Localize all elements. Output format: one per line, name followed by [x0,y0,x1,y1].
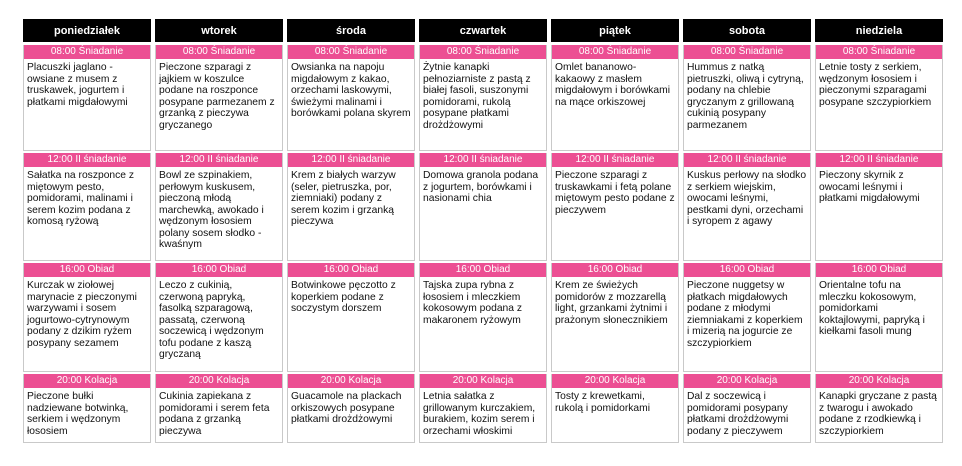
meal-time-label: 12:00 II śniadanie [288,153,414,167]
meal-description: Krem z białych warzyw (seler, pietruszka, por, ziemniaki) podany z serem kozim i grzanką pieczywa [291,170,396,227]
meal-time-label: 08:00 Śniadanie [420,45,546,59]
meal-description: Pieczone szparagi z truskawkami i fetą polane miętowym pesto podane z pieczywem [555,170,675,216]
meal-time-label: 08:00 Śniadanie [288,45,414,59]
meal-cell [287,263,415,372]
day-header: czwartek [419,19,547,42]
day-column-wtorek [155,19,283,445]
meal-cell [815,263,943,372]
meal-description: Kurczak w ziołowej marynacie z pieczonymi warzywami i sosem jogurtowo-cytrynowym podany z dzikim ryżem posypany sezamem [27,280,137,349]
day-column-niedziela [815,19,943,445]
meal-time-label: 16:00 Obiad [816,263,942,277]
meal-time-label: 12:00 II śniadanie [156,153,282,167]
meal-time-label: 12:00 II śniadanie [24,153,150,167]
meal-description: Tajska zupa rybna z łososiem i mleczkiem kokosowym podana z makaronem ryżowym [423,280,523,326]
meal-description: Żytnie kanapki pełnoziarniste z pastą z białej fasoli, suszonymi pomidorami, rukolą posypane płatkami drożdżowymi [423,62,531,131]
meal-cell [551,153,679,261]
meal-time-label: 12:00 II śniadanie [552,153,678,167]
meal-time-label: 16:00 Obiad [156,263,282,277]
meal-time-label: 08:00 Śniadanie [552,45,678,59]
meal-cell [551,45,679,151]
meal-time-label: 16:00 Obiad [288,263,414,277]
meal-cell [23,45,151,151]
meal-time-label: 12:00 II śniadanie [684,153,810,167]
meal-cell [815,153,943,261]
meal-time-label: 08:00 Śniadanie [684,45,810,59]
day-column-sobota [683,19,811,445]
meal-description: Sałatka na roszponce z miętowym pesto, pomidorami, malinami i serem kozim podana z komosą ryżową [27,170,135,227]
meal-cell [683,153,811,261]
meal-cell [683,45,811,151]
meal-description: Guacamole na plackach orkiszowych posypane płatkami drożdżowymi [291,391,402,425]
meal-cell [23,153,151,261]
meal-cell [419,153,547,261]
meal-time-label: 20:00 Kolacja [420,374,546,388]
meal-time-label: 20:00 Kolacja [24,374,150,388]
meal-time-label: 12:00 II śniadanie [420,153,546,167]
meal-time-label: 08:00 Śniadanie [816,45,942,59]
meal-cell [419,45,547,151]
meal-cell [683,374,811,443]
meal-time-label: 20:00 Kolacja [288,374,414,388]
meal-description: Leczo z cukinią, czerwoną papryką, fasolką szparagową, passatą, czerwoną soczewicą i wędzonym tofu podane z kaszą gryczaną [159,280,264,360]
meal-description: Domowa granola podana z jogurtem, borówkami i nasionami chia [423,170,539,204]
meal-time-label: 16:00 Obiad [420,263,546,277]
meal-cell [155,263,283,372]
meal-time-label: 20:00 Kolacja [816,374,942,388]
meal-plan-grid [23,19,943,445]
meal-time-label: 16:00 Obiad [552,263,678,277]
meal-description: Kanapki gryczane z pastą z twarogu i awokado podane z rzodkiewką i szczypiorkiem [819,391,937,437]
meal-cell [419,374,547,443]
day-column-sroda [287,19,415,445]
meal-cell [815,45,943,151]
meal-cell [287,45,415,151]
meal-time-label: 20:00 Kolacja [156,374,282,388]
meal-description: Letnia sałatka z grillowanym kurczakiem, burakiem, kozim serem i orzechami włoskimi [423,391,536,437]
day-header: niedziela [815,19,943,42]
meal-description: Pieczone bułki nadziewane botwinką, serkiem i wędzonym łososiem [27,391,129,437]
meal-description: Pieczone nuggetsy w płatkach migdałowych podane z młodymi ziemniakami z koperkiem i mizerią na jogurcie ze szczypiorkiem [687,280,803,349]
meal-description: Hummus z natką pietruszki, oliwą i cytryną, podany na chlebie gryczanym z grillowaną cukinią posypany parmezanem [687,62,804,131]
meal-cell [23,263,151,372]
meal-description: Omlet bananowo-kakaowy z masłem migdałowym i borówkami na mące orkiszowej [555,62,671,108]
meal-cell [551,263,679,372]
meal-time-label: 20:00 Kolacja [552,374,678,388]
meal-cell [155,153,283,261]
meal-description: Owsianka na napoju migdałowym z kakao, orzechami laskowymi, świeżymi malinami i borówkami polana skyrem [291,62,411,119]
day-header: poniedziałek [23,19,151,42]
day-column-poniedzialek [23,19,151,445]
meal-description: Dal z soczewicą i pomidorami posypany płatkami drożdżowymi podany z pieczywem [687,391,789,437]
meal-cell [23,374,151,443]
meal-cell [551,374,679,443]
meal-time-label: 08:00 Śniadanie [24,45,150,59]
meal-cell [155,374,283,443]
meal-description: Placuszki jaglano - owsiane z musem z truskawek, jogurtem i płatkami migdałowymi [27,62,128,108]
meal-description: Botwinkowe pęczotto z koperkiem podane z soczystym dorszem [291,280,396,314]
meal-description: Letnie tosty z serkiem, wędzonym łososiem i pieczonymi szparagami posypane szczypiorkiem [819,62,932,108]
day-column-piatek [551,19,679,445]
meal-cell [419,263,547,372]
meal-time-label: 16:00 Obiad [684,263,810,277]
day-header: sobota [683,19,811,42]
meal-cell [287,374,415,443]
meal-cell [155,45,283,151]
meal-time-label: 08:00 Śniadanie [156,45,282,59]
meal-description: Krem ze świeżych pomidorów z mozzarellą light, grzankami żytnimi i prażonym słonecznikiem [555,280,668,326]
meal-time-label: 20:00 Kolacja [684,374,810,388]
meal-cell [815,374,943,443]
meal-description: Pieczone szparagi z jajkiem w koszulce podane na roszponce posypane parmezanem z grzanką z pieczywa gryczanego [159,62,275,131]
day-header: środa [287,19,415,42]
meal-description: Kuskus perłowy na słodko z serkiem wiejskim, owocami leśnymi, pestkami dyni, orzechami i syropem z agawy [687,170,807,227]
day-header: wtorek [155,19,283,42]
meal-time-label: 12:00 II śniadanie [816,153,942,167]
meal-description: Pieczony skyrnik z owocami leśnymi i płatkami migdałowymi [819,170,920,204]
meal-time-label: 16:00 Obiad [24,263,150,277]
meal-description: Bowl ze szpinakiem, perłowym kuskusem, pieczoną młodą marchewką, awokado i wędzonym łososiem polany sosem słodko - kwaśnym [159,170,264,250]
meal-description: Tosty z krewetkami, rukolą i pomidorkami [555,391,650,414]
day-header: piątek [551,19,679,42]
meal-description: Orientalne tofu na mleczku kokosowym, pomidorkami koktajlowymi, papryką i kiełkami fasoli mung [819,280,925,337]
day-column-czwartek [419,19,547,445]
meal-cell [287,153,415,261]
meal-cell [683,263,811,372]
meal-description: Cukinia zapiekana z pomidorami i serem feta podana z grzanką pieczywa [159,391,270,437]
